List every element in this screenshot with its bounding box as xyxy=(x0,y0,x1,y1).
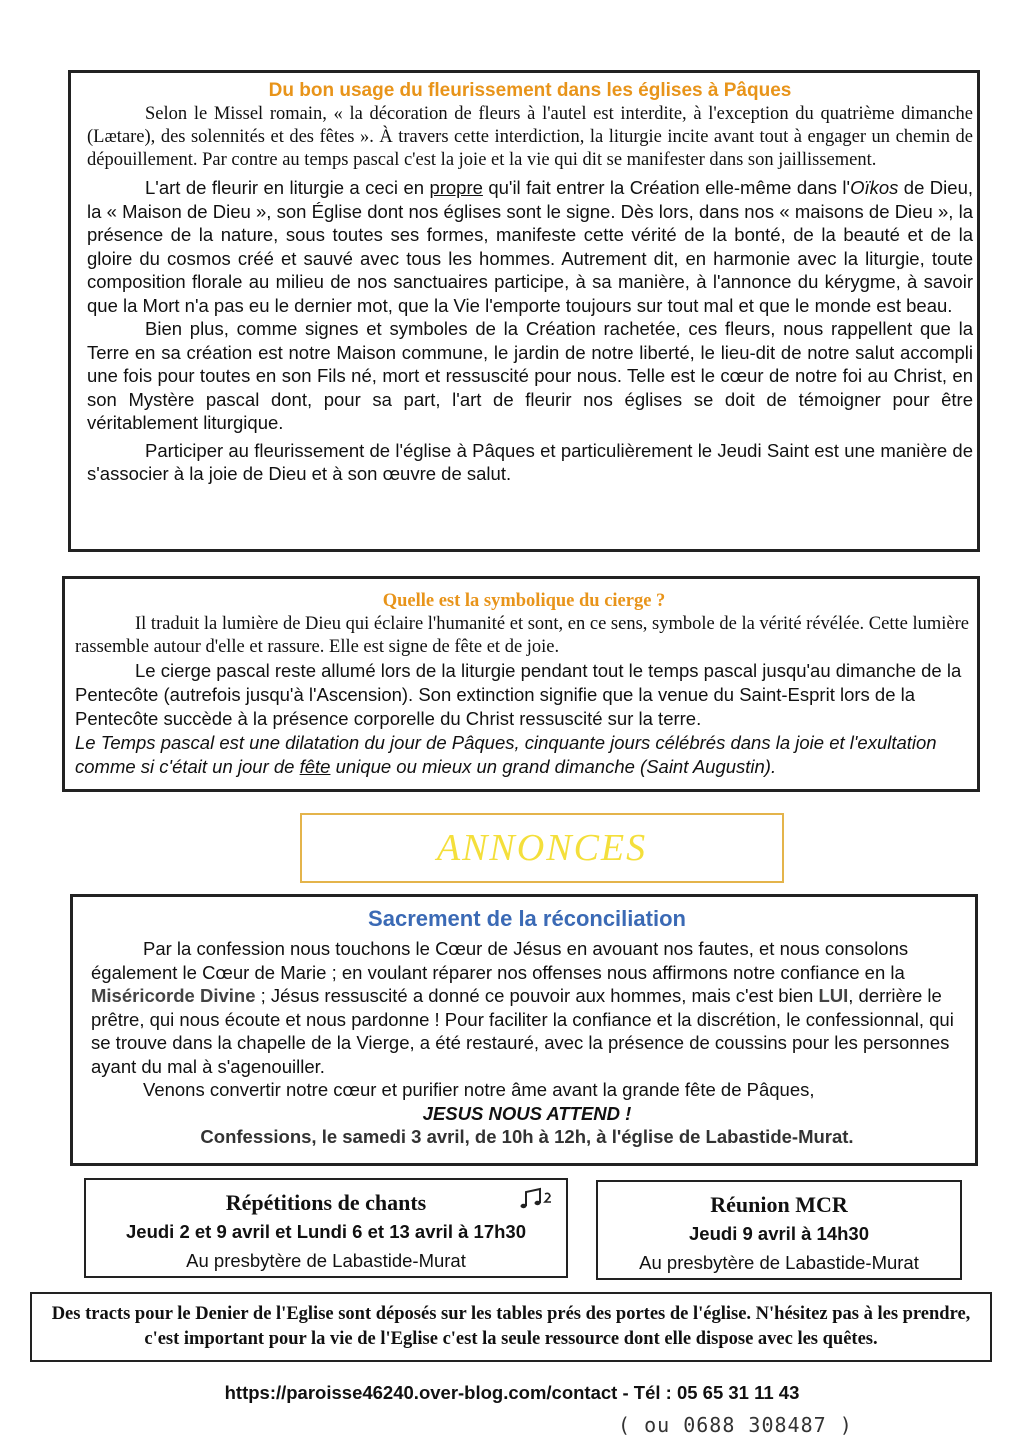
candle-paragraph-3: Le Temps pascal est une dilatation du jour de Pâques, cinquante jours célébrés dans la joie et l'exultation comme si c'était un jour de fête unique ou mieux un grand dimanche (Saint Augustin). xyxy=(75,732,937,777)
reconciliation-schedule: Confessions, le samedi 3 avril, de 10h à 12h, à l'église de Labastide-Murat. xyxy=(200,1126,854,1147)
flowering-paragraph-3: Bien plus, comme signes et symboles de la Création rachetée, ces fleurs, nous rappellent que la Terre en sa création est notre Maison commune, le jardin de notre liberté, le lieu-dit de notre salut accompli une fois pour toutes en son Fils né, mort et ressuscité pour nous. Telle est le cœur de notre foi au Christ, en son Mystère pascal dont, pour sa part, l'art de fleurir nos églises se doit de témoigner pour être véritablement liturgique. xyxy=(87,318,973,433)
mcr-meeting-title: Réunion MCR xyxy=(710,1192,848,1217)
mcr-meeting-box xyxy=(596,1180,962,1280)
flowering-title: Du bon usage du fleurissement dans les églises à Pâques xyxy=(268,80,792,101)
flowering-article xyxy=(68,70,980,552)
announcements-title: ANNONCES xyxy=(436,827,648,869)
announcements-banner xyxy=(300,813,784,883)
flowering-paragraph-2: L'art de fleurir en liturgie a ceci en propre qu'il fait entrer la Création elle-même dans l'Oïkos de Dieu, la « Maison de Dieu », son Église dont nos églises sont le signe. Dès lors, dans nos « maisons de Dieu », la présence de la nature, sous toutes ses formes, manifeste cette vérité de la bonté, de la beauté et de la gloire du cosmos créé et sauvé avec tous les hommes. Autrement dit, en harmonie avec la liturgie, toute composition florale au milieu de nos sanctuaires participe, à sa manière, à l'annonce du kérygme, à savoir que la Mort n'a pas eu le dernier mot, que la Vie l'emporte toujours sur tout mal et que le monde est beau. xyxy=(87,177,973,316)
candle-paragraph-1: Il traduit la lumière de Dieu qui éclaire l'humanité et sont, en ce sens, symbole de la vérité révélée. Cette lumière rassemble autour d'elle et rassure. Elle est signe de fête et de joie. xyxy=(75,614,969,657)
reconciliation-jesus-waits: JESUS NOUS ATTEND ! xyxy=(422,1102,632,1124)
choir-rehearsal-title: Répétitions de chants xyxy=(225,1190,427,1215)
music-notes-icon xyxy=(518,1186,554,1212)
candle-title: Quelle est la symbolique du cierge ? xyxy=(382,591,666,611)
choir-rehearsal-box xyxy=(84,1178,568,1278)
handwritten-phone: ( ou 0688 308487 ) xyxy=(618,1413,853,1437)
reconciliation-announcement xyxy=(70,894,978,1166)
candle-paragraph-2: Le cierge pascal reste allumé lors de la liturgie pendant tout le temps pascal jusqu'au dimanche de la Pentecôte (autrefois jusqu'à l'Ascension). Son extinction signifie que la venue du Saint-Esprit lors de la Pentecôte succède à la présence corporelle du Christ ressuscité sur la terre. xyxy=(75,660,962,729)
denier-notice xyxy=(30,1292,992,1362)
reconciliation-paragraph-2: Venons convertir notre cœur et purifier notre âme avant la grande fête de Pâques, xyxy=(143,1079,815,1100)
mcr-meeting-date: Jeudi 9 avril à 14h30 xyxy=(689,1223,869,1244)
flowering-paragraph-4: Participer au fleurissement de l'église à Pâques et particulièrement le Jeudi Saint est une manière de s'associer à la joie de Dieu et à son œuvre de salut. xyxy=(87,439,973,484)
choir-rehearsal-place: Au presbytère de Labastide-Murat xyxy=(186,1250,466,1271)
candle-article xyxy=(62,576,980,792)
reconciliation-paragraph-1: Par la confession nous touchons le Cœur de Jésus en avouant nos fautes, et nous consolons également le Cœur de Marie ; en voulant réparer nos offenses nous affirmons notre confiance en la Miséricorde Divine ; Jésus ressuscité a donné ce pouvoir aux hommes, mais c'est bien LUI, derrière le prêtre, qui nous écoute et nous pardonne ! Pour faciliter la confiance et la discrétion, le confessionnal, qui se trouve dans la chapelle de la Vierge, a été restauré, avec la présence de coussins pour les personnes ayant du mal à s'agenouiller. xyxy=(91,938,954,1077)
denier-text: Des tracts pour le Denier de l'Eglise sont déposés sur les tables prés des portes de l'église. N'hésitez pas à les prendre, c'est important pour la vie de l'Eglise c'est la seule ressource dont elle dispose avec les quêtes. xyxy=(51,1304,971,1349)
reconciliation-title: Sacrement de la réconciliation xyxy=(368,906,686,931)
contact-footer: https://paroisse46240.over-blog.com/contact - Tél : 05 65 31 11 43 xyxy=(224,1382,800,1403)
mcr-meeting-place: Au presbytère de Labastide-Murat xyxy=(639,1252,919,1273)
choir-rehearsal-dates: Jeudi 2 et 9 avril et Lundi 6 et 13 avril à 17h30 xyxy=(126,1221,526,1242)
flowering-paragraph-1: Selon le Missel romain, « la décoration de fleurs à l'autel est interdite, à l'exception du quatrième dimanche (Lætare), des solennités et des fêtes ». À travers cette interdiction, la liturgie incite avant tout à engager un chemin de dépouillement. Par contre au temps pascal c'est la joie et la vie qui dit se manifester dans son jaillissement. xyxy=(87,104,973,170)
